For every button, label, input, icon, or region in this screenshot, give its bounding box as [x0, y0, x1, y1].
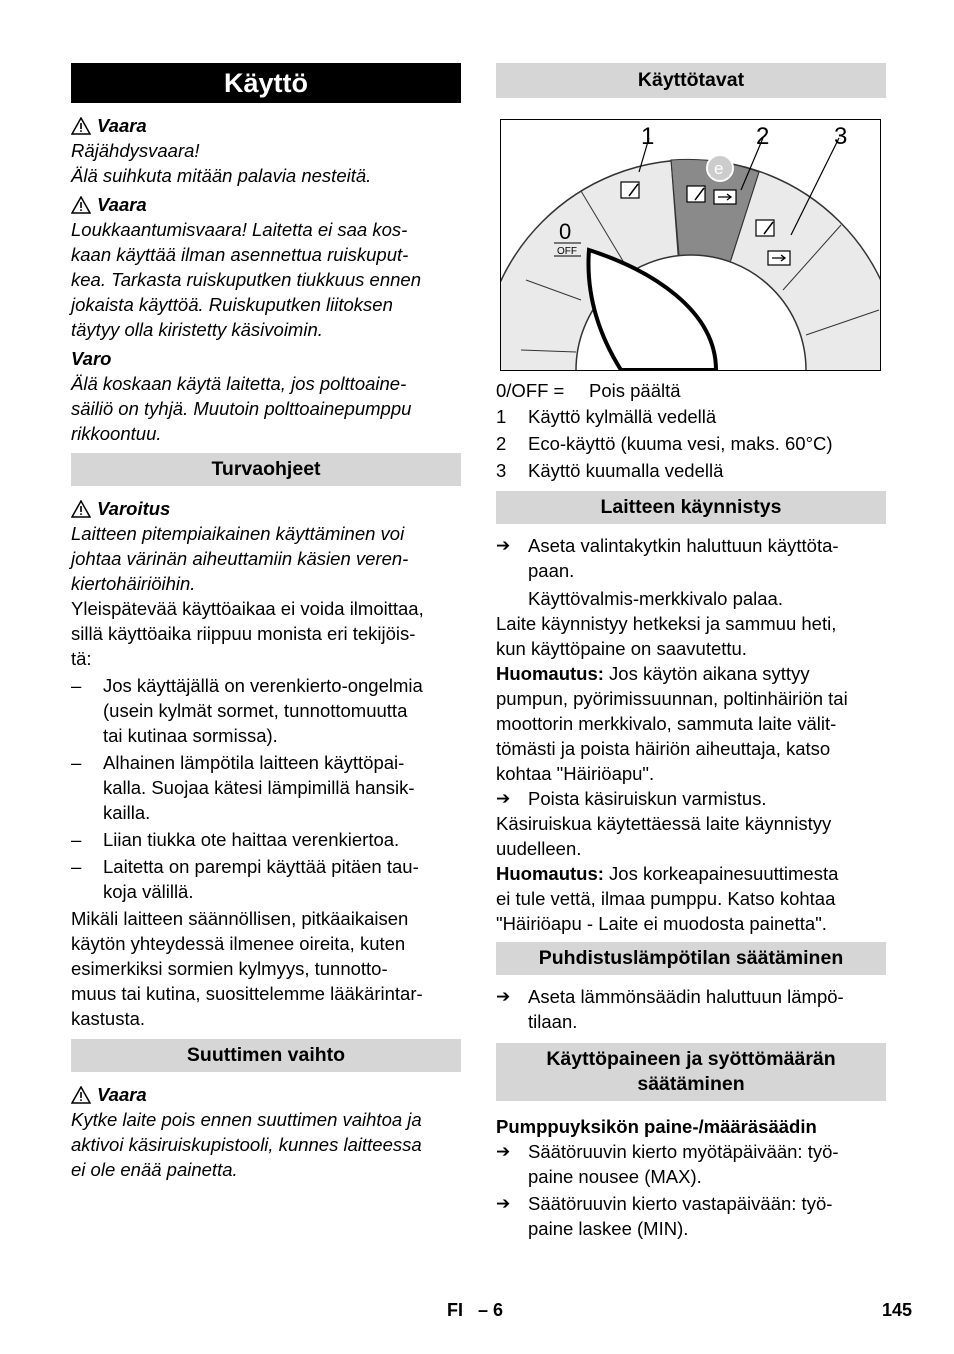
- warning-triangle-icon: [71, 1086, 91, 1104]
- footer-section-marker: FI – 6: [447, 1300, 504, 1320]
- paragraph: esimerkiksi sormien kylmyys, tunnotto-: [71, 958, 388, 979]
- arrow-icon: ➔: [496, 987, 511, 1006]
- caution-label: Varo: [71, 348, 112, 369]
- arrow-icon: ➔: [496, 536, 511, 555]
- arrow-icon: ➔: [496, 1194, 511, 1213]
- dial-label-1: 1: [641, 123, 655, 150]
- warning-caution: Varoitus: [71, 496, 461, 521]
- dial-label-off: OFF: [557, 246, 577, 257]
- warning-danger-1: Vaara: [71, 113, 461, 138]
- paragraph: kastusta.: [71, 1008, 146, 1029]
- warning-text: Loukkaantumisvaara! Laitetta ei saa kos-: [71, 219, 408, 240]
- dial-label-3: 3: [834, 123, 848, 150]
- paragraph: pumpun, pyörimissuunnan, poltinhäiriön tai: [496, 688, 848, 709]
- subheading-pump: Pumppuyksikön paine-/määräsäädin: [496, 1116, 817, 1137]
- list-item: – Laitetta on parempi käyttää pitäen tau- koja välillä.: [71, 856, 419, 902]
- warning-text: kaan käyttää ilman asennettua ruiskuput-: [71, 244, 409, 265]
- step-item: ➔ Aseta lämmönsäädin haluttuun lämpö- tilaan.: [496, 986, 844, 1032]
- paragraph: sillä käyttöaika riippuu monista eri tekijöis-: [71, 623, 416, 644]
- paragraph: Yleispätevää käyttöaikaa ei voida ilmoittaa,: [71, 598, 424, 619]
- legend-item-off: 0/OFF = Pois päältä: [496, 380, 681, 401]
- legend-item-1: 1 Käyttö kylmällä vedellä: [496, 406, 717, 427]
- warning-text: Älä suihkuta mitään palavia nesteitä.: [71, 165, 372, 186]
- list-item: – Alhainen lämpötila laitteen käyttöpai- kalla. Suojaa kätesi lämpimillä hansik- kailla.: [71, 752, 415, 823]
- warning-text: jokaista käyttöä. Ruiskuputken liitoksen: [71, 294, 393, 315]
- step-item: ➔ Aseta valintakytkin haluttuun käyttöta- paan.: [496, 535, 839, 581]
- caution-text: Älä koskaan käytä laitetta, jos polttoaine-: [71, 373, 407, 394]
- mode-dial-illustration: [500, 119, 881, 371]
- paragraph: uudelleen.: [496, 838, 582, 859]
- step-item: ➔ Säätöruuvin kierto vastapäivään: työ- paine laskee (MIN).: [496, 1193, 833, 1239]
- section-safety-heading: Turvaohjeet: [71, 453, 461, 486]
- list-item: – Liian tiukka ote haittaa verenkiertoa.: [71, 829, 400, 850]
- page-number: 145: [881, 1300, 912, 1320]
- paragraph: "Häiriöapu - Laite ei muodosta painetta".: [496, 913, 827, 934]
- paragraph: kohtaa "Häiriöapu".: [496, 763, 655, 784]
- warning-triangle-icon: [71, 500, 91, 518]
- warning-danger-2: Vaara: [71, 192, 461, 217]
- caution-text: säiliö on tyhjä. Muutoin polttoainepumppu: [71, 398, 412, 419]
- step-result: Käyttövalmis-merkkivalo palaa.: [528, 588, 783, 609]
- section-modes-heading: Käyttötavat: [496, 63, 886, 98]
- paragraph: muus tai kutina, suosittelemme lääkärintar-: [71, 983, 423, 1004]
- right-column: [496, 63, 886, 1241]
- paragraph: tä:: [71, 648, 92, 669]
- warning-text: täytyy olla kiristetty käsivoimin.: [71, 319, 323, 340]
- warning-text: Laitteen pitempiaikainen käyttäminen voi: [71, 523, 405, 544]
- legend-item-2: 2 Eco-käyttö (kuuma vesi, maks. 60°C): [496, 433, 833, 454]
- section-pressure-heading: Käyttöpaineen ja syöttömäärän säätäminen: [496, 1043, 886, 1101]
- warning-triangle-icon: [71, 196, 91, 214]
- paragraph: moottorin merkkivalo, sammuta laite välit-: [496, 713, 837, 734]
- paragraph: kun käyttöpaine on saavutettu.: [496, 638, 747, 659]
- arrow-icon: ➔: [496, 789, 511, 808]
- legend-item-3: 3 Käyttö kuumalla vedellä: [496, 460, 724, 481]
- section-nozzle-heading: Suuttimen vaihto: [71, 1039, 461, 1072]
- warning-text: ei ole enää painetta.: [71, 1159, 238, 1180]
- paragraph: Laite käynnistyy hetkeksi ja sammuu heti,: [496, 613, 837, 634]
- dial-label-2: 2: [756, 123, 770, 150]
- note-paragraph: Huomautus: Jos käytön aikana syttyy: [496, 663, 810, 684]
- warning-triangle-icon: [71, 117, 91, 135]
- paragraph: Mikäli laitteen säännöllisen, pitkäaikaisen: [71, 908, 409, 929]
- page-title: Käyttö: [71, 63, 461, 103]
- warning-text: johtaa värinän aiheuttamiin käsien veren-: [71, 548, 409, 569]
- step-item: ➔ Poista käsiruiskun varmistus.: [496, 788, 767, 809]
- warning-text: kiertohäiriöihin.: [71, 573, 196, 594]
- section-temperature-heading: Puhdistuslämpötilan säätäminen: [496, 942, 886, 975]
- caution-text: rikkoontuu.: [71, 423, 162, 444]
- left-column: [71, 63, 461, 1182]
- warning-danger-3: Vaara: [71, 1082, 461, 1107]
- paragraph: tömästi ja poista häiriön aiheuttaja, katso: [496, 738, 831, 759]
- step-item: ➔ Säätöruuvin kierto myötäpäivään: työ- paine nousee (MAX).: [496, 1141, 839, 1187]
- list-item: – Jos käyttäjällä on verenkierto-ongelmia (usein kylmät sormet, tunnottomuutta tai kutinaa sormissa).: [71, 675, 423, 746]
- section-start-heading: Laitteen käynnistys: [496, 491, 886, 524]
- warning-text: aktivoi käsiruiskupistooli, kunnes laitteessa: [71, 1134, 422, 1155]
- paragraph: ei tule vettä, ilmaa pumppu. Katso kohtaa: [496, 888, 836, 909]
- warning-text: Kytke laite pois ennen suuttimen vaihtoa ja: [71, 1109, 422, 1130]
- arrow-icon: ➔: [496, 1142, 511, 1161]
- note-paragraph: Huomautus: Jos korkeapainesuuttimesta: [496, 863, 839, 884]
- warning-text: Räjähdysvaara!: [71, 140, 200, 161]
- eco-letter: e: [714, 159, 724, 178]
- dial-label-0: 0: [559, 219, 572, 244]
- mode-dial-drawing: [501, 120, 880, 370]
- warning-text: kea. Tarkasta ruiskuputken tiukkuus ennen: [71, 269, 422, 290]
- paragraph: Käsiruiskua käytettäessä laite käynnistyy: [496, 813, 832, 834]
- paragraph: käytön yhteydessä ilmenee oireita, kuten: [71, 933, 406, 954]
